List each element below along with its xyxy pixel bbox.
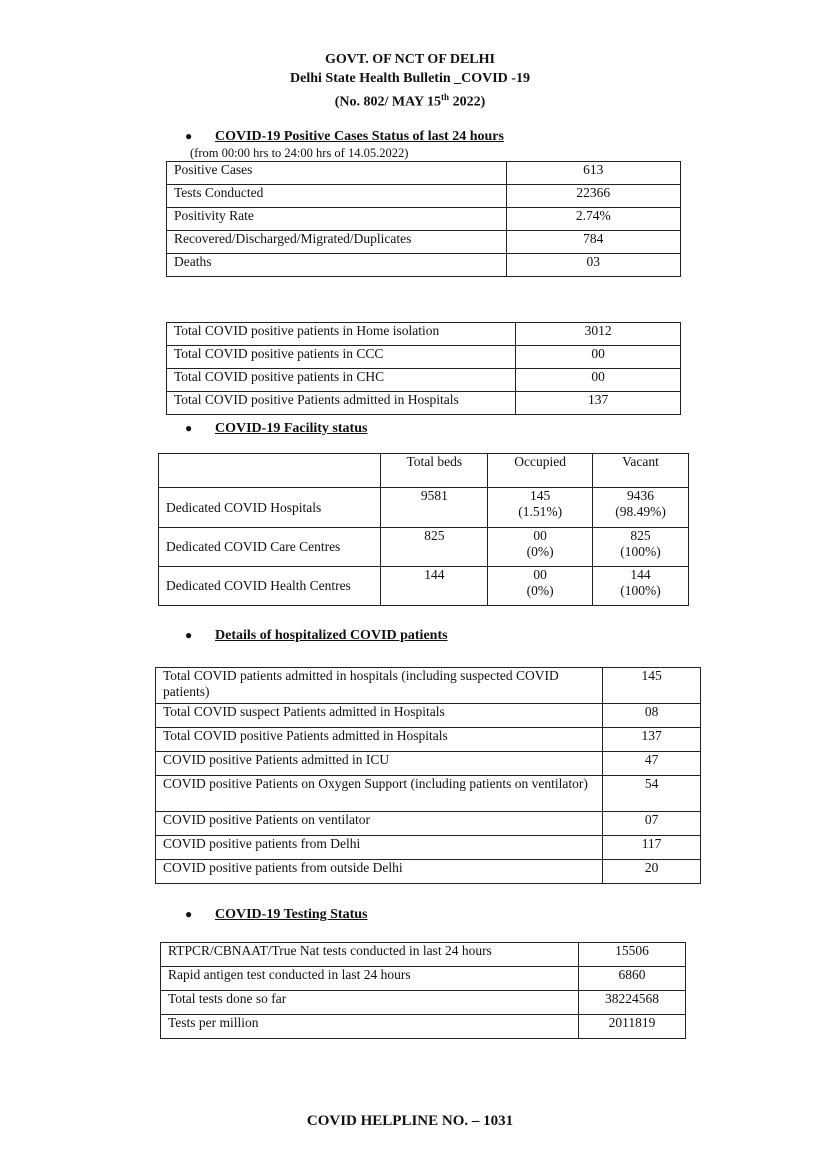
table-header-row: Total beds Occupied Vacant (159, 454, 689, 488)
table-row: Recovered/Discharged/Migrated/Duplicates 784 (167, 231, 681, 254)
table-row: Total tests done so far 38224568 (161, 991, 686, 1015)
table-row: Total COVID patients admitted in hospitals (including suspected COVID patients) 145 (156, 668, 701, 704)
facility-table (158, 453, 689, 606)
bullet-icon: ● (185, 421, 193, 435)
table-row: Total COVID positive patients in Home isolation 3012 (167, 323, 681, 346)
bullet-icon: ● (185, 907, 193, 921)
table-row: Total COVID positive Patients admitted in Hospitals 137 (156, 728, 701, 752)
section-title-facility-status: ● COVID-19 Facility status (185, 421, 368, 436)
bullet-icon: ● (185, 628, 193, 642)
bulletin-title: Delhi State Health Bulletin _COVID -19 (290, 71, 530, 86)
table-row: COVID positive Patients admitted in ICU 47 (156, 752, 701, 776)
table-row: Deaths 03 (167, 254, 681, 277)
table-row: Tests Conducted 22366 (167, 185, 681, 208)
helpline-footer: COVID HELPLINE NO. – 1031 (306, 1113, 514, 1129)
table-row: COVID positive Patients on Oxygen Support (including patients on ventilator) 54 (156, 776, 701, 812)
section-title-hospitalized: ● Details of hospitalized COVID patients (185, 628, 448, 643)
reporting-period-note: (from 00:00 hrs to 24:00 hrs of 14.05.2022) (190, 146, 409, 160)
govt-title: GOVT. OF NCT OF DELHI (325, 52, 495, 67)
hospitalized-table (155, 667, 701, 884)
testing-table (160, 942, 686, 1039)
bulletin-number: (No. 802/ MAY 15th 2022) (334, 92, 486, 110)
table-row: Rapid antigen test conducted in last 24 hours 6860 (161, 967, 686, 991)
table-row: COVID positive patients from Delhi 117 (156, 836, 701, 860)
section-title-testing: ● COVID-19 Testing Status (185, 907, 368, 922)
isolation-table (166, 322, 681, 415)
positive-cases-table (166, 161, 681, 277)
table-row: Positivity Rate 2.74% (167, 208, 681, 231)
table-row: Dedicated COVID Hospitals 9581 145 (1.51%) 9436 (98.49%) (159, 488, 689, 528)
bulletin-header (0, 50, 820, 112)
section-title-positive-cases: ● COVID-19 Positive Cases Status of last 24 hours (185, 129, 504, 144)
table-row: Total COVID positive Patients admitted in Hospitals 137 (167, 392, 681, 415)
table-row: RTPCR/CBNAAT/True Nat tests conducted in last 24 hours 15506 (161, 943, 686, 967)
table-row: Positive Cases 613 (167, 162, 681, 185)
table-row: Dedicated COVID Care Centres 825 00 (0%) 825 (100%) (159, 528, 689, 567)
table-row: Total COVID positive patients in CHC 00 (167, 369, 681, 392)
table-row: Total COVID suspect Patients admitted in Hospitals 08 (156, 704, 701, 728)
bullet-icon: ● (185, 129, 193, 143)
table-row: COVID positive Patients on ventilator 07 (156, 812, 701, 836)
table-row: Total COVID positive patients in CCC 00 (167, 346, 681, 369)
table-row: COVID positive patients from outside Delhi 20 (156, 860, 701, 884)
table-row: Tests per million 2011819 (161, 1015, 686, 1039)
table-row: Dedicated COVID Health Centres 144 00 (0%) 144 (100%) (159, 567, 689, 606)
